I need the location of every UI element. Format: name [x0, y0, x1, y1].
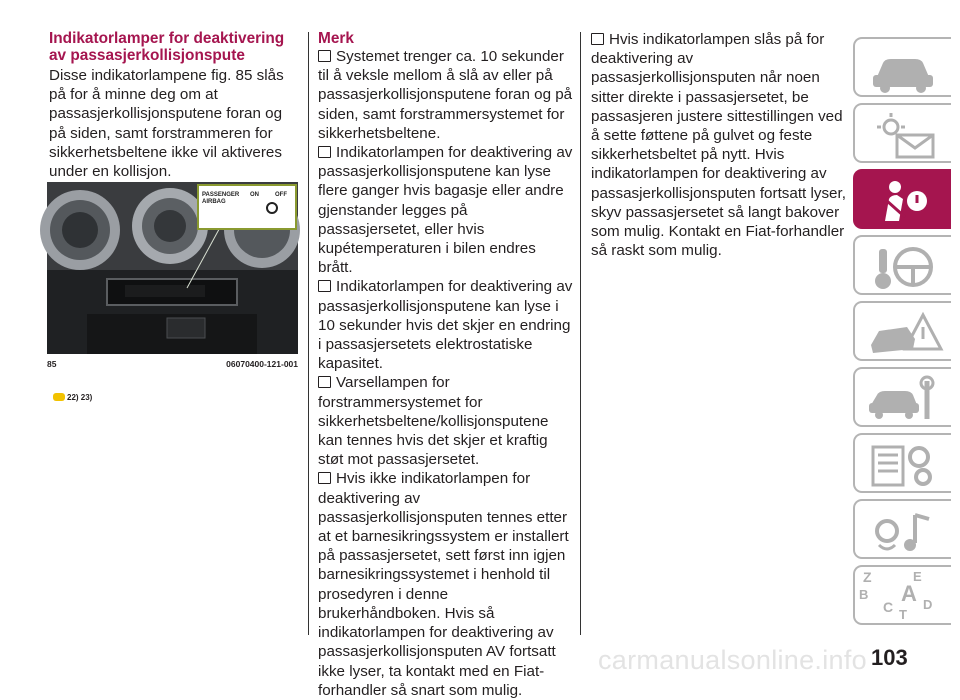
- dashboard-illustration: [47, 182, 298, 354]
- warning-icon: [53, 393, 65, 401]
- warning-references: [53, 393, 92, 402]
- callout-passenger-airbag-label: PASSENGER AIRBAG: [202, 192, 240, 205]
- watermark: carmanualsonline.info: [598, 645, 867, 675]
- figure-code: 06070400-121-001: [226, 359, 298, 369]
- tab-index[interactable]: [853, 565, 951, 625]
- tab-multimedia[interactable]: [853, 499, 951, 559]
- note-item: Systemet trenger ca. 10 sekunder til å veksle mellom å slå av eller på passasjerkollisjonsputene foran og på siden, samt forstrammersystemet for sikkerhetsbeltene.: [318, 48, 573, 142]
- note-item: Hvis indikatorlampen slås på for deaktivering av passasjerkollisjonsputen når noen sitter direkte i passasjersetet, be passasjeren justere sittestillingen ved å sette føttene på gulvet og feste sikkerhetsbeltet på nytt. Hvis indikatorlampen for deaktivering av passasjerkollisjonsputen fortsatt lyser, skyv passasjersetet så langt bakover som mulig. Kontakt en Fiat-forhandler så raskt som mulig.: [591, 31, 846, 260]
- column-divider-1: [308, 32, 309, 635]
- warning-lights-icon: [865, 111, 945, 161]
- callout-off-label: OFF: [275, 192, 287, 198]
- column-left: [49, 30, 299, 181]
- figure-85-dashboard-photo: [47, 182, 298, 354]
- airbag-seatbelt-icon: [865, 177, 945, 227]
- tab-warning-lights[interactable]: [853, 103, 951, 163]
- bullet-box-icon: [591, 33, 604, 45]
- alphabetical-index-icon: Z E B A C D T: [859, 569, 933, 622]
- tab-emergency[interactable]: [853, 301, 951, 361]
- column-divider-2: [580, 32, 581, 635]
- section-heading: Indikatorlamper for deaktivering av passasjerkollisjonspute: [49, 30, 285, 64]
- tab-car-overview[interactable]: [853, 37, 951, 97]
- note-item: Hvis ikke indikatorlampen for deaktivering av passasjerkollisjonsputen tennes etter at et barnesikringssystem er installert på passasjersetet, sett først inn igjen barnesikringssystemet i henhold til prosedyren i denne brukerhåndboken. Hvis så indikatorlampen for deaktivering av passasjerkollisjonsputen AV fortsatt ikke lyser, ta kontakt med en Fiat-forhandler så snart som mulig.: [318, 470, 569, 699]
- emergency-car-icon: [865, 309, 945, 359]
- bullet-box-icon: [318, 472, 331, 484]
- key-steering-wheel-icon: [865, 243, 945, 293]
- bullet-box-icon: [318, 280, 331, 292]
- tab-starting-driving[interactable]: [853, 235, 951, 295]
- note-item: Indikatorlampen for deaktivering av passasjerkollisjonsputene kan lyse flere ganger hvis bagasje eller andre gjenstander legges på passasjersetet, eller hvis kupétemperaturen i bilen endres brått.: [318, 144, 573, 277]
- note-item: Indikatorlampen for deaktivering av passasjerkollisjonsputene kan lyse i 10 sekunder hvis det skjer en endring i passasjersetets elektrostatiske kapasitet.: [318, 278, 573, 373]
- car-icon: [865, 45, 945, 95]
- column-middle: [318, 30, 573, 700]
- bullet-box-icon: [318, 146, 331, 158]
- tab-maintenance[interactable]: [853, 367, 951, 427]
- bullet-box-icon: [318, 50, 331, 62]
- note-item: Varsellampen for forstrammersystemet for sikkerhetsbeltene/kollisjonsputene kan tennes hvis det skjer et kraftig støt mot passasjersetet.: [318, 374, 549, 469]
- note-heading: Merk: [318, 30, 354, 47]
- specifications-icon: [865, 441, 945, 491]
- multimedia-icon: [865, 507, 945, 557]
- bullet-box-icon: [318, 376, 331, 388]
- car-maintenance-icon: [865, 375, 945, 425]
- intro-paragraph: Disse indikatorlampene fig. 85 slås på for å minne deg om at passasjerkollisjonsputene foran og på siden, samt forstrammeren for sikkerhetsbeltene ikke vil aktiveres under en kollisjon.: [49, 67, 284, 181]
- tab-technical-data[interactable]: [853, 433, 951, 493]
- column-right: [591, 30, 846, 260]
- figure-number: 85: [47, 359, 57, 369]
- airbag-off-symbol-icon: [266, 202, 278, 214]
- tab-safety[interactable]: [853, 169, 951, 229]
- page-number: 103: [871, 645, 908, 670]
- reference-numbers: 22) 23): [67, 393, 93, 402]
- callout-on-label: ON: [250, 192, 259, 198]
